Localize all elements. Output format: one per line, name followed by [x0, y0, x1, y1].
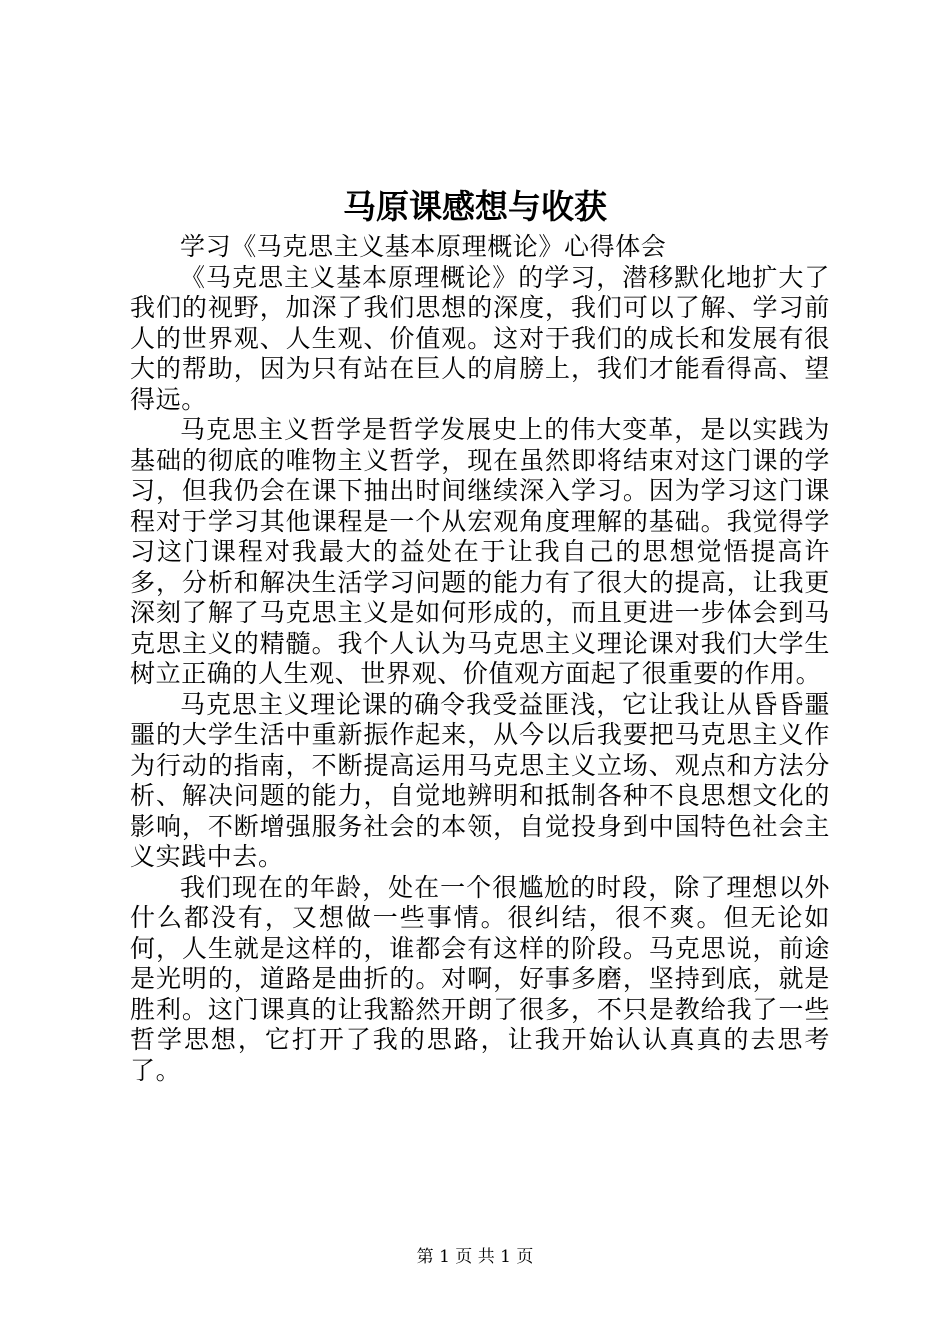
- subtitle: 学习《马克思主义基本原理概论》心得体会: [180, 232, 667, 261]
- page-title: 马原课感想与收获: [343, 187, 607, 226]
- paragraph-4: 我们现在的年龄，处在一个很尴尬的时段，除了理想以外什么都没有，又想做一些事情。很纠结，很不爽。但无论如何，人生就是这样的，谁都会有这样的阶段。马克思说，前途是光明的，道路是曲折的。对啊，好事多磨，坚持到底，就是胜利。这门课真的让我豁然开朗了很多，不只是教给我了一些哲学思想，它打开了我的思路，让我开始认认真真的去思考了。: [130, 872, 830, 1085]
- document-body: [130, 232, 830, 1086]
- paragraph-1: 《马克思主义基本原理概论》的学习，潜移默化地扩大了我们的视野，加深了我们思想的深度，我们可以了解、学习前人的世界观、人生观、价值观。这对于我们的成长和发展有很大的帮助，因为只有站在巨人的肩膀上，我们才能看得高、望得远。: [130, 262, 830, 414]
- paragraph-2: 马克思主义哲学是哲学发展史上的伟大变革，是以实践为基础的彻底的唯物主义哲学，现在虽然即将结束对这门课的学习，但我仍会在课下抽出时间继续深入学习。因为学习这门课程对于学习其他课程是一个从宏观角度理解的基础。我觉得学习这门课程对我最大的益处在于让我自己的思想觉悟提高许多，分析和解决生活学习问题的能力有了很大的提高，让我更深刻了解了马克思主义是如何形成的，而且更进一步体会到马克思主义的精髓。我个人认为马克思主义理论课对我们大学生树立正确的人生观、世界观、价值观方面起了很重要的作用。: [130, 415, 830, 688]
- page-number-footer: 第 1 页 共 1 页: [416, 1247, 534, 1267]
- paragraph-3: 马克思主义理论课的确令我受益匪浅，它让我让从昏昏噩噩的大学生活中重新振作起来，从今以后我要把马克思主义作为行动的指南，不断提高运用马克思主义立场、观点和方法分析、解决问题的能力，自觉地辨明和抵制各种不良思想文化的影响，不断增强服务社会的本领，自觉投身到中国特色社会主义实践中去。: [130, 689, 830, 871]
